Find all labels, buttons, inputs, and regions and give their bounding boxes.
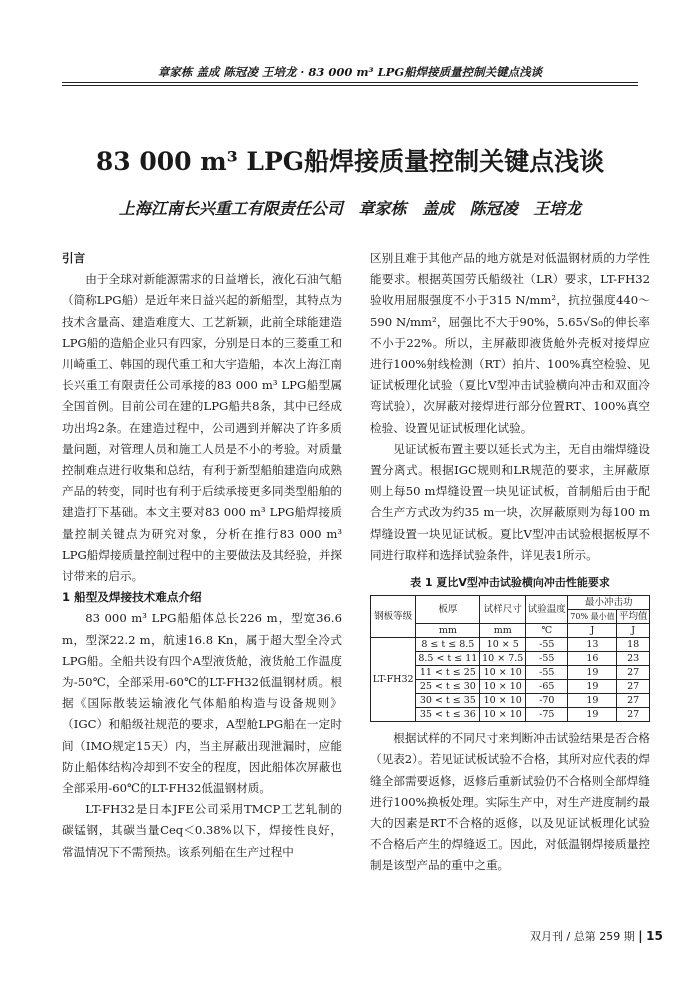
cell-thickness: 8 ≤ t ≤ 8.5 [416, 638, 480, 652]
intro-paragraph: 由于全球对新能源需求的日益增长，液化石油气船（简称LPG船）是近年来日益兴起的新船型，其特点为技术含量高、建造难度大、工艺新颖，此前全球能建造LPG船的造船企业只有四家，分别是日本的三菱重工和川崎重工、韩国的现代重工和大宇造船，本次上海江南长兴重工有限责任公司承接的83 000 m³ LPG船型属全国首例。目前公司在建的LPG船共8条，其中已经成功出坞2条。在建造过程中，公司遇到并解决了许多质量问题，对管理人员和施工人员是不小的考验。对质量控制难点进行收集和总结，有利于新型船舶建造向成熟产品的转变，同时也有利于后续承接更多同类型船舶的建造打下基础。本文主要对83 000 m³ LPG船焊接质量控制关键点为研究对象，分析在推行83 000 m³ LPG船焊接质量控制过程中的主要做法及其经验，并探讨带来的启示。 [62, 272, 342, 584]
unit-avg: J [617, 624, 650, 638]
cell-min70: 19 [568, 694, 617, 708]
cell-min70: 19 [568, 666, 617, 680]
cell-thickness: 8.5 < t ≤ 11 [416, 652, 480, 666]
cell-temp: -55 [526, 638, 568, 652]
right-column [370, 248, 650, 877]
article-title: 83 000 m³ LPG船焊接质量控制关键点浅谈 [95, 147, 605, 176]
cell-temp: -75 [526, 708, 568, 722]
grade-cell: LT-FH32 [371, 638, 416, 722]
cell-thickness: 30 < t ≤ 35 [416, 694, 480, 708]
intro-heading: 引言 [62, 251, 86, 265]
cell-specimen: 10 × 10 [480, 694, 526, 708]
cell-thickness: 25 < t ≤ 30 [416, 680, 480, 694]
cell-specimen: 10 × 10 [480, 708, 526, 722]
col-header-temp: 试验温度 [526, 596, 568, 624]
page-footer [530, 928, 663, 944]
header-rule-thin [62, 85, 638, 86]
cell-thickness: 35 < t ≤ 36 [416, 708, 480, 722]
cell-temp: -55 [526, 652, 568, 666]
cell-avg: 27 [617, 680, 650, 694]
section1-paragraph-2: LT-FH32是日本JFE公司采用TMCP工艺轧制的碳锰钢，其碳当量Ceq＜0.38%以下，焊接性良好，常温情况下不需预热。该系列船在生产过程中 [62, 802, 342, 859]
unit-min70: J [568, 624, 617, 638]
cell-min70: 16 [568, 652, 617, 666]
cell-thickness: 11 < t ≤ 25 [416, 666, 480, 680]
col-header-specimen: 试样尺寸 [480, 596, 526, 624]
col-header-grade: 钢板等级 [371, 596, 416, 638]
col-header-impact: 最小冲击功 [568, 596, 650, 610]
cell-avg: 18 [617, 638, 650, 652]
cell-specimen: 10 × 5 [480, 638, 526, 652]
page-number: 15 [646, 929, 663, 943]
header-rule [62, 82, 638, 83]
cell-avg: 23 [617, 652, 650, 666]
cell-specimen: 10 × 10 [480, 666, 526, 680]
cell-min70: 19 [568, 708, 617, 722]
cell-avg: 27 [617, 666, 650, 680]
cell-temp: -65 [526, 680, 568, 694]
footer-separator: | [638, 929, 643, 943]
cell-specimen: 10 × 7.5 [480, 652, 526, 666]
cell-specimen: 10 × 10 [480, 680, 526, 694]
col-header-thickness: 板厚 [416, 596, 480, 624]
right-paragraph-1: 区别且难于其他产品的地方就是对低温钢材质的力学性能要求。根据英国劳氏船级社（LR）要求，LT-FH32验收用屈服强度不小于315 N/mm²，抗拉强度440～590 N/mm²，屈强比不大于90%，5.65√S₀的伸长率不小于22%。所以，主屏蔽即液货舱外壳板对接焊应进行100%射线检测（RT）拍片、100%真空检验、见证试板理化试验（夏比V型冲击试验横向冲击和双面冷弯试验），次屏蔽对接焊进行部分位置RT、100%真空检验、设置见证试板理化试验。 [370, 251, 650, 435]
right-paragraph-2: 见证试板布置主要以延长式为主，无自由端焊缝设置分离式。根据IGC规则和LR规范的要求，主屏蔽原则上每50 m焊缝设置一块见证试板，首制船后由于配合生产方式改为约35 m一块，次屏蔽原则为每100 m焊缝设置一块见证试板。夏比V型冲击试验根据板厚不同进行取样和选择试验条件，详见表1所示。 [370, 441, 650, 562]
cell-avg: 27 [617, 694, 650, 708]
col-header-min70: 70% 最小值 [568, 610, 617, 624]
col-header-avg: 平均值 [617, 610, 650, 624]
unit-temp: ℃ [526, 624, 568, 638]
affiliation-line [0, 196, 700, 219]
table-row [371, 638, 650, 652]
cell-temp: -55 [526, 666, 568, 680]
left-column [62, 248, 342, 863]
right-paragraph-3: 根据试样的不同尺寸来判断冲击试验结果是否合格（见表2）。若见证试板试验不合格，其所对应代表的焊缝全部需要返修，返修后重新试验仍不合格则全部焊缝进行100%换板处理。实际生产中，对生产进度制约最大的因素是RT不合格的返修，以及见证试板理化试验不合格后产生的焊缝返工。因此，对低温钢焊接质量控制是该型产品的重中之重。 [370, 731, 650, 873]
cell-temp: -70 [526, 694, 568, 708]
issue-label: 双月刊 / 总第 259 期 [530, 930, 635, 943]
section1-heading: 1 船型及焊接技术难点介绍 [62, 590, 202, 605]
table1 [370, 595, 650, 722]
section1-paragraph-1: 83 000 m³ LPG船船体总长226 m，型宽36.6 m，型深22.2 m，航速16.8 Kn，属于超大型全冷式LPG船。全船共设有四个A型液货舱，液货舱工作温度为-50℃，全部采用-60℃的LT-FH32低温钢材质。根据《国际散装运输液化气体船舶构造与设备规则》（IGC）和船级社规范的要求，A型舱LPG船在一定时间（IMO规定15天）内，当主屏蔽出现泄漏时，应能防止船体结构冷却到不安全的程度，因此船体次屏蔽也全部采用-60℃的LT-FH32低温钢材质。 [62, 611, 342, 796]
table1-caption: 表 1 夏比V型冲击试验横向冲击性能要求 [410, 576, 610, 590]
unit-thickness: mm [416, 624, 480, 638]
author-list: 章家栋 盖成 陈冠凌 王培龙 [358, 199, 582, 218]
cell-avg: 27 [617, 708, 650, 722]
cell-min70: 19 [568, 680, 617, 694]
affiliation-org: 上海江南长兴重工有限责任公司 [118, 199, 343, 218]
running-header: 章家栋 盖成 陈冠凌 王培龙 · 83 000 m³ LPG船焊接质量控制关键点浅谈 [157, 65, 543, 79]
unit-specimen: mm [480, 624, 526, 638]
cell-min70: 13 [568, 638, 617, 652]
